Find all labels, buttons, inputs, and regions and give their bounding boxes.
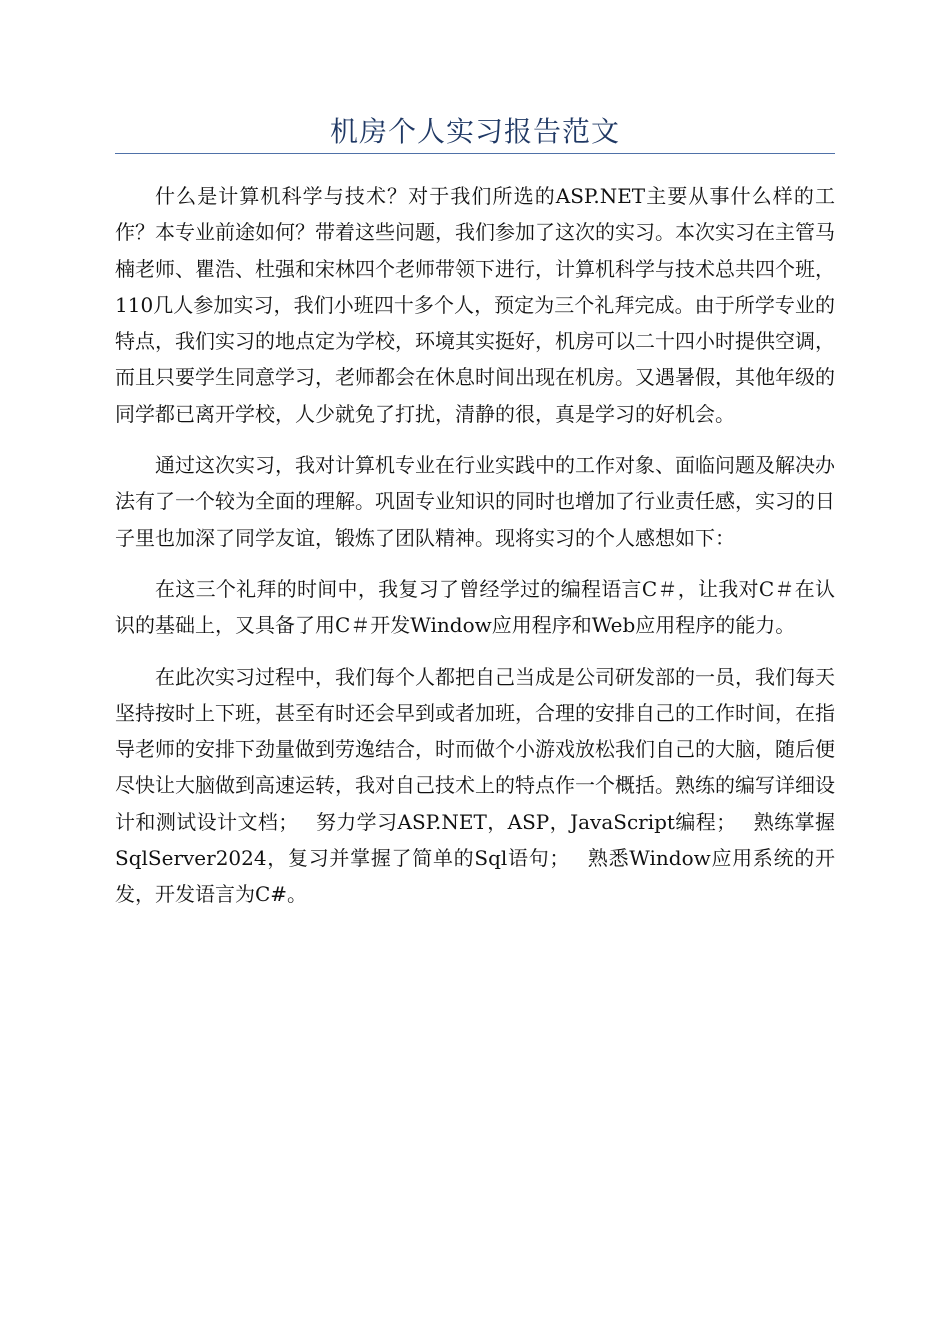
paragraph-understanding: 通过这次实习，我对计算机专业在行业实践中的工作对象、面临问题及解决办法有了一个较为全面的理解。巩固专业知识的同时也增加了行业责任感，实习的日子里也加深了同学友谊，锻炼了团队精神。现将实习的个人感想如下： (115, 453, 835, 550)
document-body (115, 178, 835, 928)
document-title: 机房个人实习报告范文 (329, 115, 620, 148)
paragraph-csharp: 在这三个礼拜的时间中，我复习了曾经学过的编程语言C＃，让我对C＃在认识的基础上，又具备了用C＃开发Window应用程序和Web应用程序的能力。 (115, 576, 835, 638)
title-underline (115, 153, 835, 154)
paragraph-intro: 什么是计算机科学与技术？对于我们所选的ASP.NET主要从事什么样的工作？本专业前途如何？带着这些问题，我们参加了这次的实习。本次实习在主管马楠老师、瞿浩、杜强和宋林四个老师带领下进行，计算机科学与技术总共四个班，110几人参加实习，我们小班四十多个人，预定为三个礼拜完成。由于所学专业的特点，我们实习的地点定为学校，环境其实挺好，机房可以二十四小时提供空调，而且只要学生同意学习，老师都会在休息时间出现在机房。又遇暑假，其他年级的同学都已离开学校，人少就免了打扰，清静的很，真是学习的好机会。 (115, 184, 835, 426)
paragraph-summary: 在此次实习过程中，我们每个人都把自己当成是公司研发部的一员，我们每天坚持按时上下班，甚至有时还会早到或者加班，合理的安排自己的工作时间，在指导老师的安排下劲量做到劳逸结合，时而做个小游戏放松我们自己的大脑，随后便尽快让大脑做到高速运转，我对自己技术上的特点作一个概括。熟练的编写详细设计和测试设计文档； 努力学习ASP.NET，ASP，JavaScript编程； 熟练掌握SqlServer2024，复习并掌握了简单的Sql语句； 熟悉Window应用系统的开发，开发语言为C#。 (115, 664, 835, 907)
